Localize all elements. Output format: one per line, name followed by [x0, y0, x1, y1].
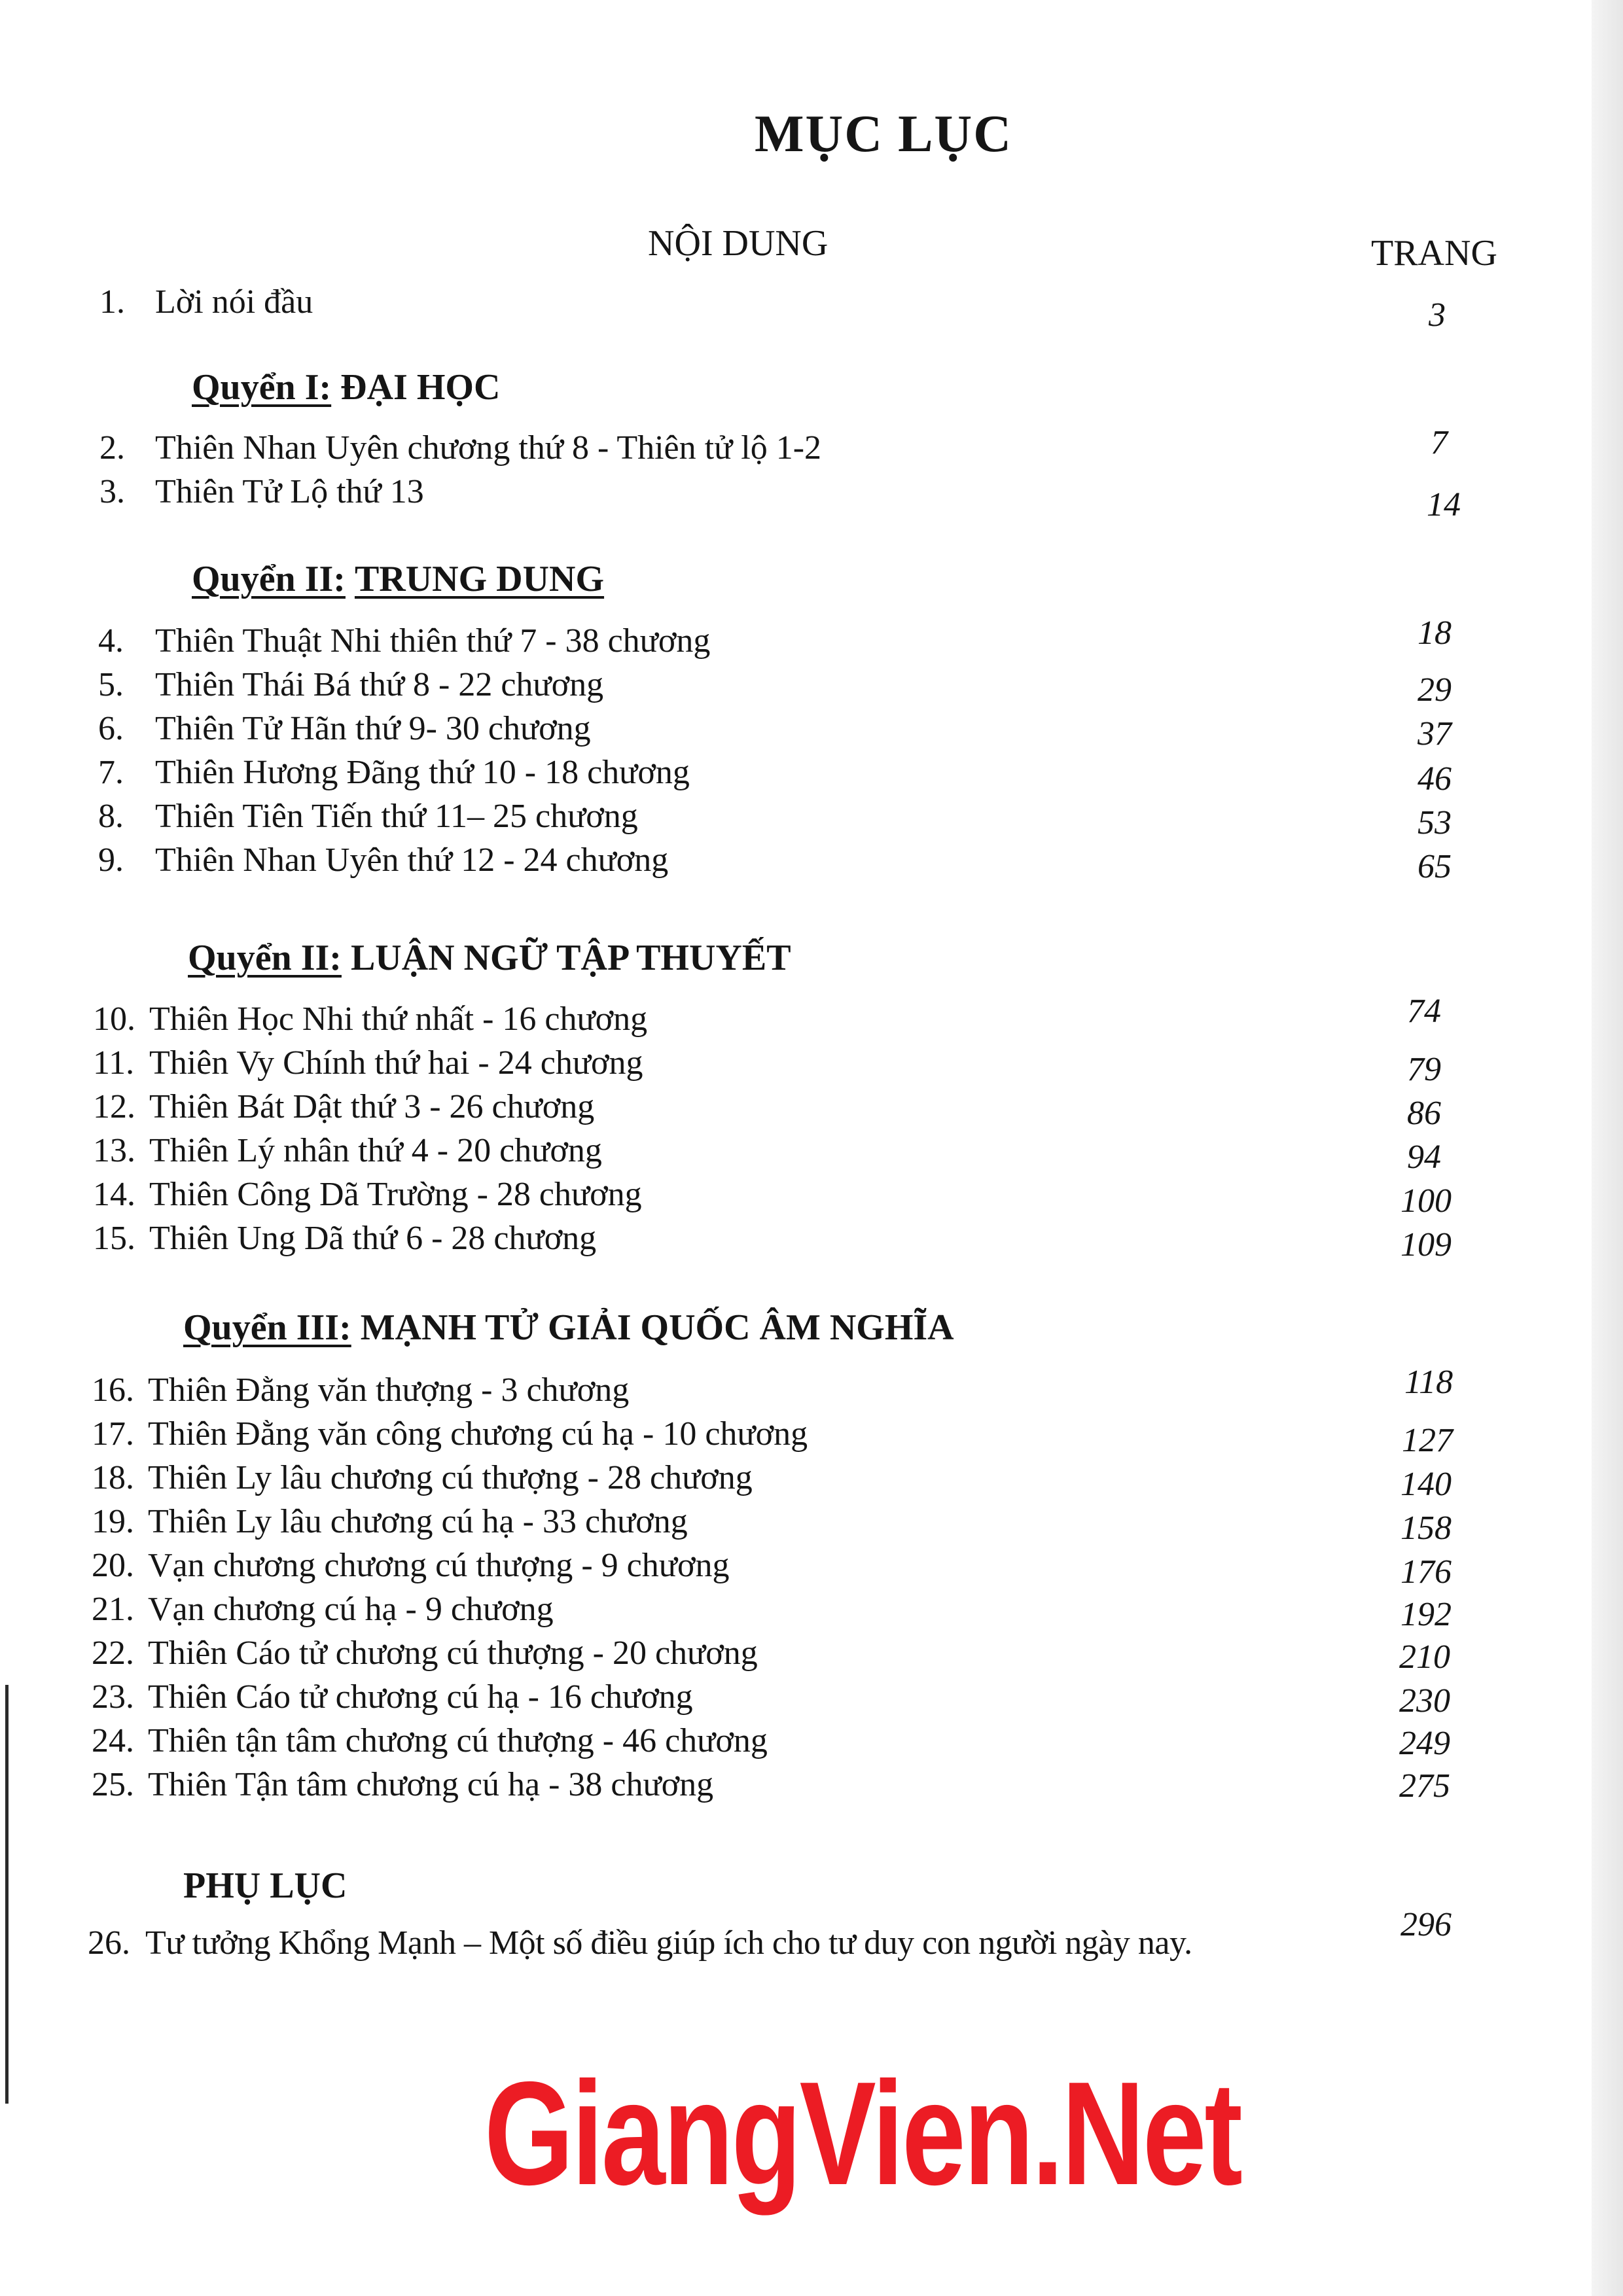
page-title: MỤC LỤC [755, 105, 1012, 163]
entry-title: Thiên Cáo tử chương cú thượng - 20 chương [148, 1634, 758, 1672]
entry-page: 29 [1418, 671, 1452, 709]
entry-number: 8. [98, 798, 124, 835]
entry-page: 14 [1427, 486, 1461, 523]
entry-number: 1. [99, 283, 125, 321]
entry-number: 3. [99, 473, 125, 510]
toc-entry [0, 797, 1505, 843]
entry-number: 23. [92, 1678, 134, 1716]
entry-page: 275 [1399, 1767, 1450, 1805]
entry-number: 2. [99, 429, 125, 467]
entry-page: 192 [1400, 1596, 1452, 1633]
entry-title: Thiên Nhan Uyên chương thứ 8 - Thiên tử lộ 1-2 [155, 429, 822, 467]
toc-entry [0, 1765, 1505, 1811]
entry-page: 3 [1429, 296, 1446, 334]
entry-title: Thiên Tận tâm chương cú hạ - 38 chương [148, 1766, 714, 1803]
appendix-heading [183, 1865, 347, 1907]
entry-title: Thiên Ung Dã thứ 6 - 28 chương [149, 1220, 597, 1257]
entry-title: Thiên Thuật Nhi thiên thứ 7 - 38 chương [155, 622, 711, 660]
entry-number: 7. [98, 754, 124, 791]
entry-page: 249 [1399, 1725, 1450, 1762]
section-name: PHỤ LỤC [183, 1865, 348, 1906]
entry-number: 16. [92, 1371, 134, 1409]
entry-title: Thiên Hương Đãng thứ 10 - 18 chương [155, 754, 690, 791]
toc-entry [0, 472, 1505, 523]
entry-number: 5. [98, 666, 124, 703]
entry-title: Thiên Ly lâu chương cú thượng - 28 chương [148, 1459, 753, 1496]
entry-number: 17. [92, 1415, 134, 1453]
entry-number: 24. [92, 1722, 134, 1759]
entry-title: Thiên tận tâm chương cú thượng - 46 chương [148, 1722, 768, 1759]
section-name: MẠNH TỬ GIẢI QUỐC ÂM NGHĨA [360, 1307, 954, 1348]
toc-entry [0, 993, 1505, 1046]
toc-entry [0, 1219, 1505, 1265]
toc-entry [0, 1458, 1505, 1504]
toc-entry [0, 1906, 1505, 1969]
entry-title: Thiên Ly lâu chương cú hạ - 33 chương [148, 1503, 688, 1540]
toc-entry [0, 665, 1505, 711]
entry-page: 210 [1399, 1638, 1450, 1676]
entry-number: 26. [88, 1924, 130, 1962]
toc-entry [0, 1634, 1505, 1680]
entry-title: Thiên Thái Bá thứ 8 - 22 chương [155, 666, 604, 703]
toc-entry [0, 1175, 1505, 1221]
toc-entry [0, 753, 1505, 799]
entry-title: Thiên Cáo tử chương cú hạ - 16 chương [148, 1678, 693, 1716]
entry-page: 18 [1418, 614, 1452, 652]
section-label: Quyển III: [183, 1307, 351, 1348]
entry-number: 11. [93, 1044, 135, 1082]
entry-page: 127 [1402, 1422, 1453, 1459]
toc-entry [0, 1546, 1505, 1592]
entry-page: 296 [1400, 1906, 1452, 1943]
page-edge-shadow [1592, 0, 1623, 2296]
section-name: ĐẠI HỌC [340, 367, 501, 408]
entry-title: Thiên Tiên Tiến thứ 11– 25 chương [155, 798, 638, 835]
entry-number: 6. [98, 710, 124, 747]
entry-page: 230 [1399, 1682, 1450, 1720]
entry-page: 74 [1407, 993, 1441, 1030]
section-label: Quyển II: [192, 559, 346, 599]
entry-page: 140 [1400, 1466, 1452, 1503]
entry-title: Thiên Nhan Uyên thứ 12 - 24 chương [155, 841, 669, 879]
entry-page: 176 [1400, 1553, 1452, 1591]
section-heading [192, 558, 604, 600]
section-name: TRUNG DUNG [354, 559, 605, 599]
content-column-header: NỘI DUNG [648, 223, 829, 264]
entry-title: Thiên Đằng văn thượng - 3 chương [148, 1371, 630, 1409]
entry-page: 109 [1400, 1226, 1452, 1263]
entry-title: Thiên Bát Dật thứ 3 - 26 chương [149, 1088, 595, 1125]
section-heading [183, 1307, 954, 1349]
toc-entry [0, 283, 1505, 334]
entry-number: 22. [92, 1634, 134, 1672]
watermark-text: GiangVien.Net [484, 2051, 1241, 2216]
entry-number: 10. [93, 1000, 135, 1038]
entry-number: 19. [92, 1503, 134, 1540]
entry-number: 18. [92, 1459, 134, 1496]
entry-title: Thiên Học Nhi thứ nhất - 16 chương [149, 1000, 648, 1038]
toc-entry [0, 1722, 1505, 1767]
toc-entry [0, 1590, 1505, 1636]
toc-entry [0, 614, 1505, 667]
entry-title: Vạn chương cú hạ - 9 chương [148, 1591, 554, 1628]
entry-page: 94 [1407, 1139, 1441, 1176]
entry-title: Lời nói đầu [155, 283, 313, 321]
entry-page: 37 [1418, 715, 1452, 752]
entry-page: 100 [1400, 1182, 1452, 1220]
toc-entry [0, 1087, 1505, 1133]
toc-entry [0, 1131, 1505, 1177]
toc-entry [0, 709, 1505, 755]
toc-entry [0, 1364, 1505, 1417]
toc-entry [0, 1678, 1505, 1723]
entry-title: Thiên Vy Chính thứ hai - 24 chương [149, 1044, 643, 1082]
entry-number: 21. [92, 1591, 134, 1628]
section-heading [188, 937, 791, 979]
entry-number: 14. [93, 1176, 135, 1213]
entry-number: 9. [98, 841, 124, 879]
section-label: Quyển II: [188, 938, 342, 978]
entry-number: 20. [92, 1547, 134, 1584]
page-column-header: TRANG [1371, 233, 1497, 274]
entry-title: Thiên Tử Lộ thứ 13 [155, 473, 424, 510]
entry-number: 13. [93, 1132, 135, 1169]
entry-title: Thiên Tử Hãn thứ 9- 30 chương [155, 710, 591, 747]
entry-page: 53 [1418, 804, 1452, 841]
entry-page: 79 [1407, 1051, 1441, 1088]
entry-title: Thiên Lý nhân thứ 4 - 20 chương [149, 1132, 602, 1169]
entry-number: 4. [98, 622, 124, 660]
entry-page: 86 [1407, 1095, 1441, 1132]
section-name: LUẬN NGỮ TẬP THUYẾT [350, 938, 791, 978]
entry-page: 158 [1400, 1510, 1452, 1547]
entry-page: 46 [1418, 760, 1452, 798]
toc-entry [0, 1415, 1505, 1460]
entry-page: 7 [1431, 424, 1448, 461]
entry-number: 12. [93, 1088, 135, 1125]
entry-number: 15. [93, 1220, 135, 1257]
entry-title: Thiên Đằng văn công chương cú hạ - 10 chương [148, 1415, 808, 1453]
toc-entry [0, 424, 1505, 474]
entry-title: Tư tưởng Khổng Mạnh – Một số điều giúp ích cho tư duy con người ngày nay. [145, 1924, 1192, 1962]
entry-title: Thiên Công Dã Trường - 28 chương [149, 1176, 642, 1213]
entry-page: 118 [1404, 1364, 1454, 1401]
entry-number: 25. [92, 1766, 134, 1803]
toc-entry [0, 1502, 1505, 1548]
section-label: Quyển I: [192, 367, 332, 408]
section-heading [192, 366, 500, 408]
entry-title: Vạn chương chương cú thượng - 9 chương [148, 1547, 730, 1584]
entry-page: 65 [1418, 848, 1452, 885]
toc-entry [0, 841, 1505, 887]
toc-entry [0, 1044, 1505, 1089]
